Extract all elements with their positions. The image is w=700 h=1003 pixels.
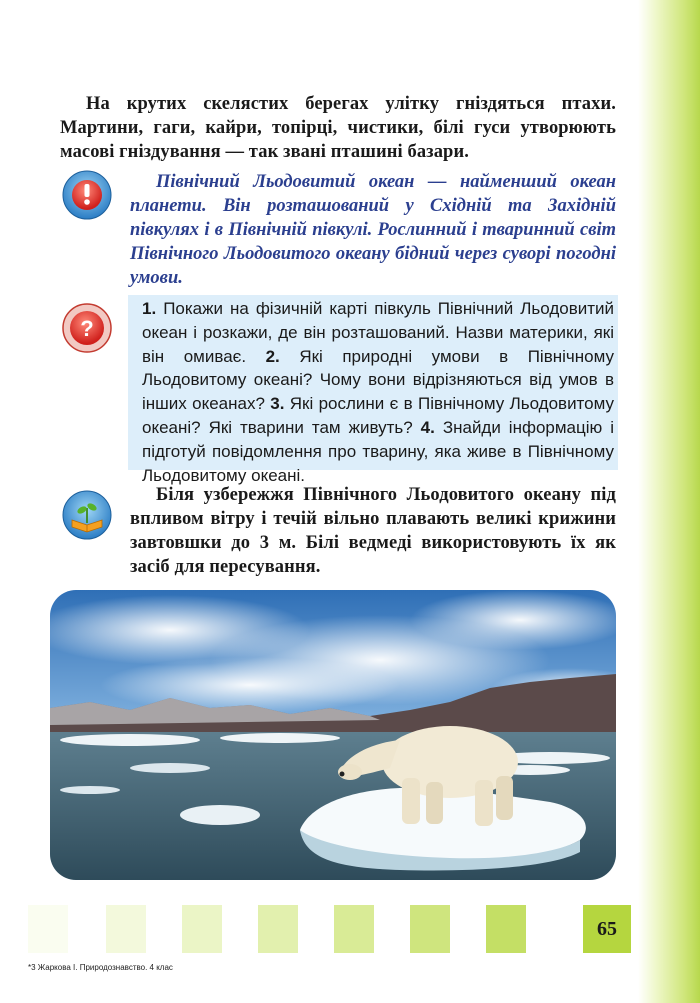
questions-text [142, 297, 614, 487]
book-sprout-icon [62, 490, 112, 540]
question-number: 1. [142, 299, 157, 318]
exclamation-icon [62, 170, 112, 220]
decor-square [334, 905, 374, 953]
question-number: 2. [265, 346, 280, 366]
decor-square [182, 905, 222, 953]
decorative-squares [28, 905, 638, 953]
decor-square [106, 905, 146, 953]
paragraph-birds: На крутих скелястих берегах улітку гніздяться птахи. Мартини, гаги, кайри, топірці, чистики, білі гуси утворюють масові гніздування — так звані пташині базари. [60, 94, 616, 162]
page-side-strip [638, 0, 700, 1003]
decor-square [28, 905, 68, 953]
decor-square [486, 905, 526, 953]
question-text: Які рослини є в Північному Льодовитому океані? Які тварини там живуть? [142, 394, 614, 437]
question-text: Які природні умови в Північному Льодовитому океані? Чому вони відрізняються від умов в інших океанах? [142, 346, 614, 414]
decor-square [410, 905, 450, 953]
question-icon [62, 303, 112, 353]
polar-bear-illustration [50, 590, 616, 880]
footnote: *3 Жаркова І. Природознавство. 4 клас [28, 963, 173, 972]
important-note: Північний Льодовитий океан — найменший океан планети. Він розташований у Східній та Західній півкулях і в Північній півкулі. Рослинний і тваринний світ Північного Льодовитого океану бідний через суворі погодні умови. [130, 172, 616, 288]
polar-bear-photo [50, 590, 616, 880]
page-number: 65 [583, 905, 631, 953]
decor-square [258, 905, 298, 953]
question-text: Покажи на фізичній карті півкуль Північний Льодовитий океан і розкажи, де він розташований. Назви материки, які він омиває. [142, 299, 614, 366]
svg-text:?: ? [80, 316, 94, 341]
question-text: Знайди інформацію і підготуй повідомлення про тварину, яка живе в Північному Льодовитому океані. [142, 417, 615, 485]
paragraph-ice: Біля узбережжя Північного Льодовитого океану під впливом вітру і течій вільно плавають великі крижини завтовшки до 3 м. Білі ведмеді використовують їх як засіб для пересування. [130, 485, 616, 577]
question-number: 4. [420, 417, 435, 437]
question-number: 3. [270, 394, 285, 414]
